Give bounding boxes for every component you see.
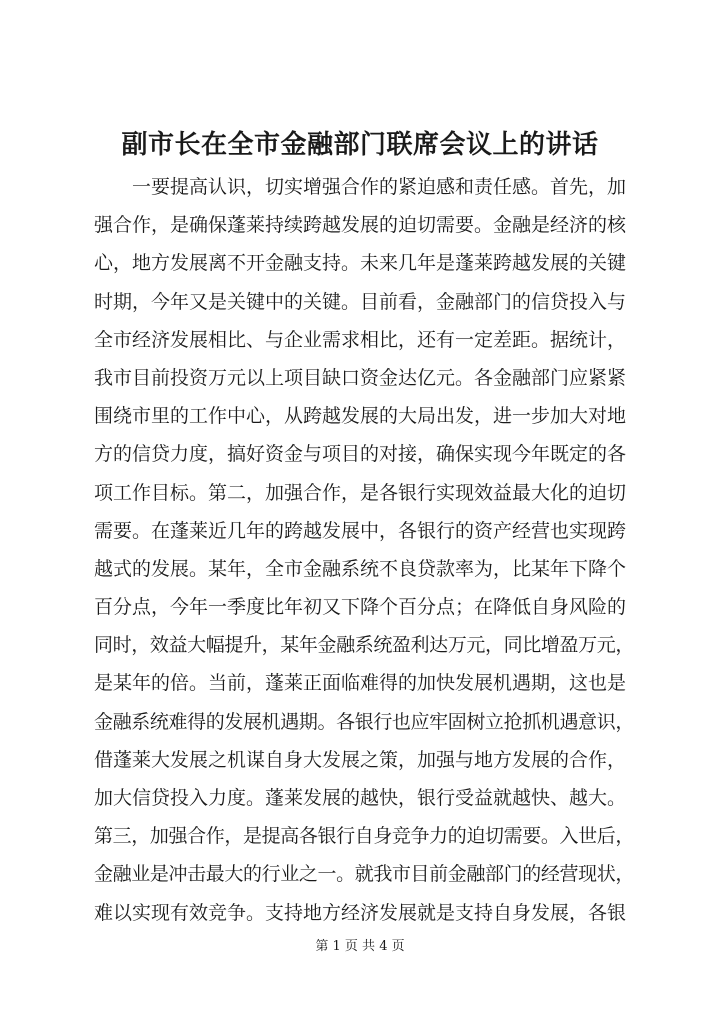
body-text: [94, 168, 634, 932]
body-line: 百分点，今年一季度比年初又下降个百分点；在降低自身风险的: [94, 596, 627, 619]
body-line: 加大信贷投入力度。蓬莱发展的越快，银行受益就越快、越大。: [94, 787, 627, 809]
body-line: 一要提高认识，切实增强合作的紧迫感和责任感。首先，加: [94, 176, 627, 198]
body-line: 是某年的倍。当前，蓬莱正面临难得的加快发展机遇期，这也是: [94, 672, 627, 695]
body-line: 围绕市里的工作中心，从跨越发展的大局出发，进一步加大对地: [94, 405, 627, 428]
body-line: 项工作目标。第二，加强合作，是各银行实现效益最大化的迫切: [94, 481, 627, 504]
body-line: 全市经济发展相比、与企业需求相比，还有一定差距。据统计，: [94, 328, 627, 351]
body-line: 越式的发展。某年，全市金融系统不良贷款率为，比某年下降个: [94, 557, 627, 580]
body-line: 时期，今年又是关键中的关键。目前看，金融部门的信贷投入与: [94, 290, 627, 313]
body-line: 需要。在蓬莱近几年的跨越发展中，各银行的资产经营也实现跨: [94, 519, 627, 542]
body-line: 难以实现有效竞争。支持地方经济发展就是支持自身发展，各银: [94, 901, 627, 924]
document-title: 副市长在全市金融部门联席会议上的讲话: [121, 130, 599, 160]
body-line: 同时，效益大幅提升，某年金融系统盈利达万元，同比增盈万元，: [94, 634, 634, 657]
page-footer: 第 1 页 共 4 页: [315, 939, 405, 954]
body-line: 我市目前投资万元以上项目缺口资金达亿元。各金融部门应紧紧: [94, 366, 627, 389]
body-line: 方的信贷力度，搞好资金与项目的对接，确保实现今年既定的各: [94, 443, 627, 466]
body-line: 心，地方发展离不开金融支持。未来几年是蓬莱跨越发展的关键: [94, 252, 627, 275]
body-line: 金融系统难得的发展机遇期。各银行也应牢固树立抢抓机遇意识，: [94, 710, 634, 733]
body-line: 强合作，是确保蓬莱持续跨越发展的迫切需要。金融是经济的核: [94, 214, 627, 237]
body-line: 金融业是冲击最大的行业之一。就我市目前金融部门的经营现状，: [94, 863, 634, 886]
body-line: 借蓬莱大发展之机谋自身大发展之策，加强与地方发展的合作，: [94, 748, 627, 771]
body-line: 第三，加强合作，是提高各银行自身竞争力的迫切需要。入世后，: [94, 825, 634, 848]
